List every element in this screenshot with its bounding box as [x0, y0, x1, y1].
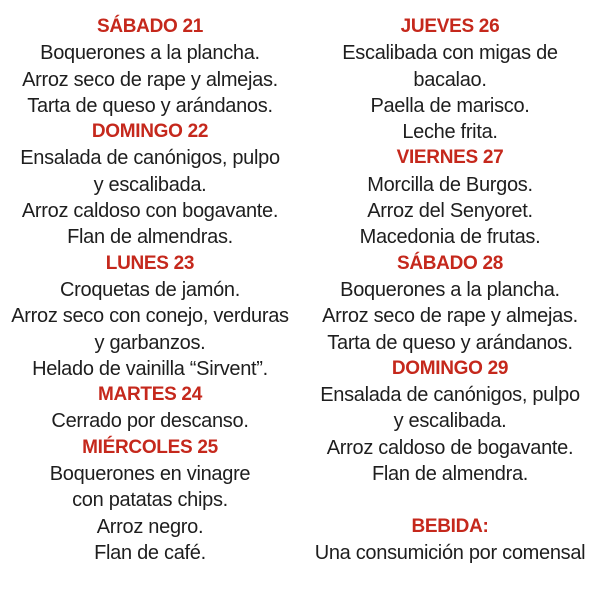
day-heading: MARTES 24 [98, 384, 202, 406]
menu-line: Flan de café. [94, 541, 206, 564]
menu-day-section [300, 145, 600, 250]
menu-line: bacalao. [413, 68, 487, 91]
menu-line: Boquerones a la plancha. [40, 42, 260, 65]
menu-line: Tarta de queso y arándanos. [27, 94, 273, 117]
menu-line: Paella de marisco. [370, 94, 530, 117]
day-heading: BEBIDA: [411, 515, 489, 537]
menu-day-section [0, 435, 300, 566]
menu-line: Flan de almendras. [67, 226, 233, 249]
menu-line: Arroz negro. [96, 515, 204, 538]
menu-line: con patatas chips. [72, 489, 228, 512]
menu-line: Helado de vainilla “Sirvent”. [32, 357, 268, 380]
menu-line: Tarta de queso y arándanos. [327, 331, 573, 354]
menu-line: Boquerones en vinagre [49, 463, 251, 486]
menu-day-section [0, 119, 300, 250]
menu-line: y escalibada. [393, 410, 507, 433]
day-heading: LUNES 23 [105, 252, 195, 274]
menu-line: Una consumición por comensal [314, 541, 586, 564]
menu-line: Arroz seco de rape y almejas. [322, 305, 578, 328]
menu-line: Arroz seco con conejo, verduras [11, 305, 289, 328]
menu-line: Escalibada con migas de [342, 42, 558, 65]
menu-line: Cerrado por descanso. [51, 410, 249, 433]
menu-day-section [300, 14, 600, 145]
menu-day-section [300, 514, 600, 567]
menu-line: y escalibada. [93, 173, 207, 196]
menu-line: Arroz caldoso de bogavante. [326, 436, 574, 459]
day-heading: VIERNES 27 [396, 147, 504, 169]
menu-line: Ensalada de canónigos, pulpo [320, 384, 580, 407]
menu-line: Arroz caldoso con bogavante. [21, 200, 279, 223]
menu-column-right [300, 14, 600, 566]
menu-line: Leche frita. [402, 121, 498, 144]
day-heading: SÁBADO 28 [396, 252, 504, 274]
day-heading: MIÉRCOLES 25 [82, 436, 218, 458]
day-heading: SÁBADO 21 [96, 16, 204, 37]
menu-day-section [0, 382, 300, 435]
day-heading: DOMINGO 22 [91, 121, 209, 143]
menu-day-section [0, 14, 300, 119]
menu-day-section [0, 251, 300, 382]
day-heading: JUEVES 26 [400, 16, 500, 37]
menu-line: Macedonia de frutas. [359, 226, 541, 249]
menu-line: y garbanzos. [94, 331, 206, 354]
menu-line: Flan de almendra. [371, 463, 529, 486]
menu-line: Morcilla de Burgos. [367, 173, 533, 196]
menu-day-section [300, 356, 600, 487]
menu-line: Ensalada de canónigos, pulpo [20, 147, 280, 170]
menu-line: Boquerones a la plancha. [340, 278, 560, 301]
menu-line: Arroz seco de rape y almejas. [22, 68, 278, 91]
menu-column-left [0, 14, 300, 566]
menu-day-section [300, 251, 600, 356]
day-heading: DOMINGO 29 [391, 357, 509, 379]
menu-line: Croquetas de jamón. [60, 278, 240, 301]
menu-line: Arroz del Senyoret. [367, 200, 533, 223]
